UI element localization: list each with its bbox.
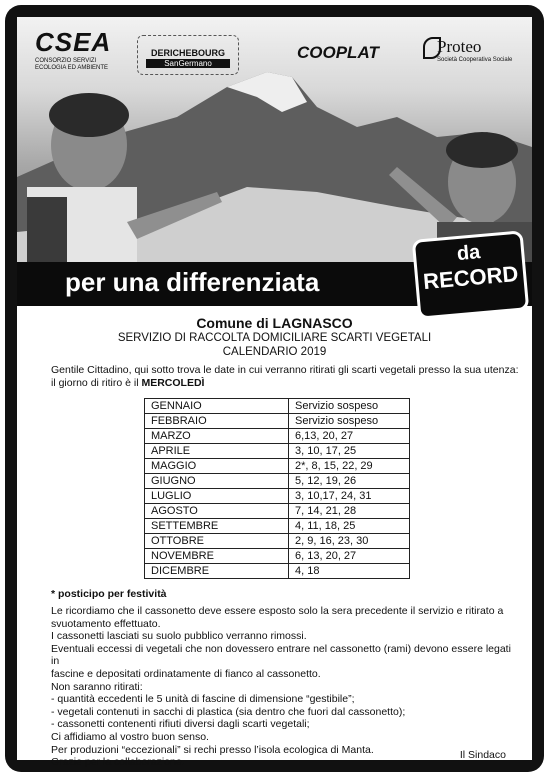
- month-cell: GENNAIO: [145, 399, 289, 414]
- instruction-line: - quantità eccedenti le 5 unità di fascine di dimensione “gestibile”;: [51, 693, 355, 706]
- flyer-frame: [5, 5, 544, 772]
- proteo-subtitle: Società Cooperativa Sociale: [437, 57, 513, 63]
- month-cell: DICEMBRE: [145, 564, 289, 579]
- csea-logo-text: CSEA: [35, 27, 112, 57]
- leaf-icon: [423, 37, 441, 59]
- csea-subtitle-2: ECOLOGIA ED AMBIENTE: [35, 65, 109, 71]
- instruction-line: Eventuali eccessi di vegetali che non dovessero entrare nel cassonetto (rami) devono essere legati in: [51, 642, 511, 668]
- calendar-title: CALENDARIO 2019: [222, 346, 327, 358]
- dates-cell: 2, 9, 16, 23, 30: [289, 534, 410, 549]
- instruction-line: Non saranno ritirati:: [51, 680, 143, 693]
- schedule-table: [144, 398, 410, 579]
- table-row: [145, 474, 410, 489]
- intro-body: Gentile Cittadino, qui sotto trova le date in cui verranno ritirati gli scarti vegetali presso la sua utenza: il giorno di ritiro è il: [51, 364, 519, 389]
- header-photo: [17, 17, 532, 262]
- month-cell: MAGGIO: [145, 459, 289, 474]
- table-row: [145, 399, 410, 414]
- signature: Il Sindaco: [459, 749, 506, 761]
- table-row: [145, 459, 410, 474]
- instruction-line: Le ricordiamo che il cassonetto deve essere esposto solo la sera precedente il servizio e ritirato a: [51, 605, 504, 617]
- dates-cell: 2*, 8, 15, 22, 29: [289, 459, 410, 474]
- holiday-note: * posticipo per festività: [51, 588, 167, 600]
- instruction-line: fascine e depositati ordinatamente di fianco al cassonetto.: [51, 667, 321, 680]
- dates-cell: 7, 14, 21, 28: [289, 504, 410, 519]
- month-cell: SETTEMBRE: [145, 519, 289, 534]
- dates-cell: 3, 10,17, 24, 31: [289, 489, 410, 504]
- dates-cell: 4, 18: [289, 564, 410, 579]
- dates-cell: 4, 11, 18, 25: [289, 519, 410, 534]
- table-row: [145, 519, 410, 534]
- table-row: [145, 489, 410, 504]
- comune-title: [17, 315, 532, 331]
- instruction-line: Ci affidiamo al vostro buon senso.: [51, 730, 209, 743]
- derichebourg-text: DERICHEBOURG: [150, 48, 225, 58]
- table-row: [145, 564, 410, 579]
- table-row: [145, 549, 410, 564]
- schedule-table-wrap: [144, 398, 410, 579]
- badge-record: RECORD: [422, 260, 520, 295]
- instruction-line: I cassonetti lasciati su suolo pubblico verranno rimossi.: [51, 630, 307, 643]
- comune-name: LAGNASCO: [272, 315, 353, 331]
- month-cell: AGOSTO: [145, 504, 289, 519]
- badge-da: da: [455, 241, 482, 266]
- instruction-line: Grazie per la collaborazione.: [51, 756, 185, 769]
- month-cell: GIUGNO: [145, 474, 289, 489]
- table-row: [145, 429, 410, 444]
- instruction-line: svuotamento effettuato.: [51, 617, 161, 630]
- table-row: [145, 534, 410, 549]
- dates-cell: 6, 13, 20, 27: [289, 549, 410, 564]
- sangermano-text: SanGermano: [146, 59, 230, 68]
- dates-cell: Servizio sospeso: [289, 414, 410, 429]
- service-title: SERVIZIO DI RACCOLTA DOMICILIARE SCARTI VEGETALI: [117, 332, 432, 344]
- sponsor-logos: [17, 17, 532, 77]
- month-cell: APRILE: [145, 444, 289, 459]
- month-cell: FEBBRAIO: [145, 414, 289, 429]
- instruction-line: Per produzioni “eccezionali” si rechi presso l’isola ecologica di Manta.: [51, 743, 374, 756]
- table-row: [145, 444, 410, 459]
- dates-cell: Servizio sospeso: [289, 399, 410, 414]
- month-cell: LUGLIO: [145, 489, 289, 504]
- collection-day: MERCOLEDÌ: [141, 377, 205, 389]
- intro-text: [51, 364, 522, 390]
- table-row: [145, 504, 410, 519]
- cooplat-logo: COOPLAT: [297, 43, 379, 62]
- dates-cell: 3, 10, 17, 25: [289, 444, 410, 459]
- proteo-logo: [437, 37, 512, 63]
- month-cell: OTTOBRE: [145, 534, 289, 549]
- proteo-text: Proteo: [437, 37, 482, 56]
- dates-cell: 6,13, 20, 27: [289, 429, 410, 444]
- instructions-text: [51, 605, 517, 769]
- table-row: [145, 414, 410, 429]
- derichebourg-logo: [137, 35, 239, 75]
- csea-logo: [35, 27, 111, 72]
- slogan-text: per una differenziata: [65, 267, 320, 297]
- month-cell: NOVEMBRE: [145, 549, 289, 564]
- csea-subtitle-1: CONSORZIO SERVIZI: [35, 58, 97, 64]
- instruction-line: - vegetali contenuti in sacchi di plastica (sia dentro che fuori dal cassonetto);: [51, 705, 406, 718]
- comune-prefix: Comune di: [196, 315, 273, 331]
- flyer-content: [17, 307, 532, 769]
- month-cell: MARZO: [145, 429, 289, 444]
- flyer: [17, 17, 532, 769]
- instruction-line: - cassonetti contenenti rifiuti diversi dagli scarti vegetali;: [51, 718, 310, 731]
- dates-cell: 5, 12, 19, 26: [289, 474, 410, 489]
